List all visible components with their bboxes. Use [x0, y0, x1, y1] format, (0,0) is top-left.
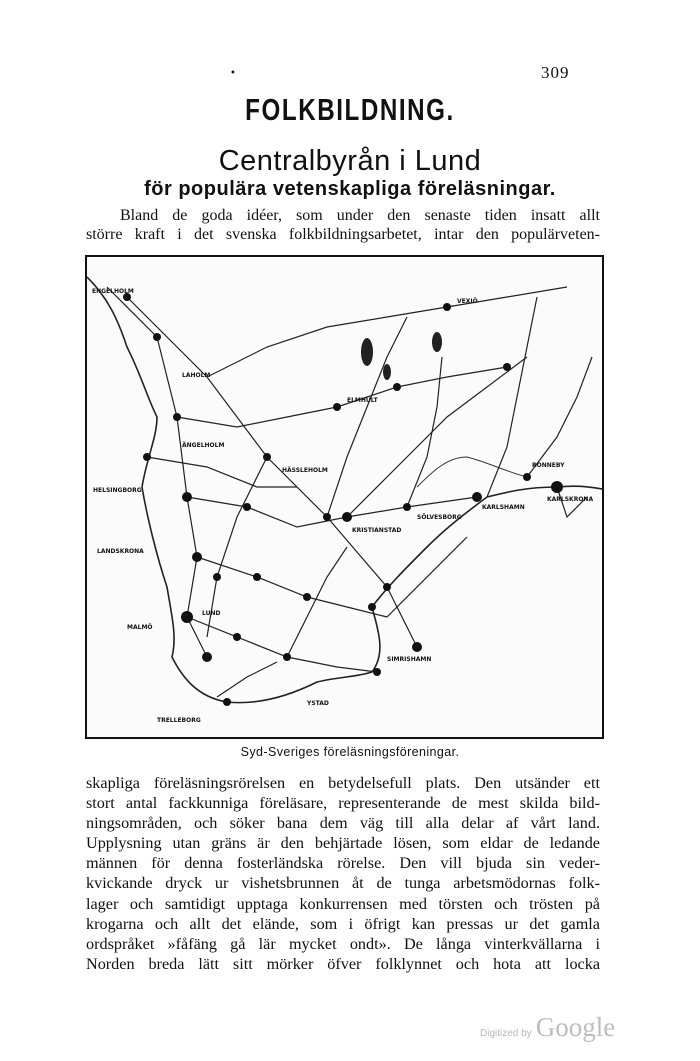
digitized-footer — [480, 1012, 615, 1043]
label-elmhult: ELMHULT — [347, 397, 378, 404]
label-landskrona: LANDSKRONA — [97, 548, 144, 555]
stray-dot: • — [230, 68, 236, 79]
bay-coast — [417, 457, 527, 487]
map-drawing — [87, 257, 602, 737]
label-solvesborg: SÖLVESBORG — [417, 514, 462, 521]
google-logo: Google — [535, 1012, 616, 1042]
railway-lines — [107, 287, 592, 697]
town-markers — [123, 293, 563, 706]
label-helsingborg: HELSINGBORG — [93, 487, 142, 494]
label-angelholm: ÄNGELHOLM — [182, 442, 225, 449]
label-karlshamn: KARLSHAMN — [482, 504, 525, 511]
page-number: 309 — [541, 63, 570, 82]
intro-line-1: Bland de goda idéer, som under den senaste tiden insatt allt — [120, 207, 600, 224]
body-line-4: Upplysning utan gräns är den behjärtade lösen, som eldar de ledande — [86, 834, 600, 853]
body-line-6: kvickande dryck ur vishetsbrunnen åt de tunga arbetsmödornas folk- — [86, 874, 600, 893]
sub-title: för populära vetenskapliga föreläsningar. — [144, 178, 556, 200]
map-caption: Syd-Sveriges föreläsningsföreningar. — [240, 745, 460, 759]
intro-line-2: större kraft i det svenska folkbildningsarbetet, intar den populärveten- — [86, 226, 600, 243]
coastline — [87, 277, 602, 703]
label-trelleborg: TRELLEBORG — [157, 717, 201, 724]
body-line-7: lager och samtidigt upptaga konkurrensen med törsten och trösten på — [86, 894, 600, 913]
label-ystad: YSTAD — [307, 700, 329, 707]
label-simrishamn: SIMRISHAMN — [387, 656, 432, 663]
lakes — [361, 332, 442, 380]
label-malmo: MALMÖ — [127, 624, 153, 631]
section-title: FOLKBILDNING. — [245, 92, 455, 127]
digitized-by-text: Digitized by — [480, 1028, 532, 1039]
body-line-3: ningsområden, och söker bana dem väg till alla delar af vårt land. — [86, 814, 600, 833]
body-line-1: skapliga föreläsningsrörelsen en betydelsefull plats. Den utsänder ett — [86, 774, 600, 792]
body-line-10: Norden breda lätt sitt mörker öfver folklynnet och hota att locka — [86, 954, 600, 973]
label-ronneby: RONNEBY — [532, 462, 565, 469]
railway-map — [85, 255, 604, 739]
label-engelholm: ENGELHOLM — [92, 288, 134, 295]
label-laholm: LAHOLM — [182, 372, 211, 379]
body-line-9: ordspråket »fåfäng gå lär mycket ondt». De långa vinterkvällarna i — [86, 934, 600, 953]
label-karlskrona: KARLSKRONA — [547, 496, 594, 503]
body-paragraph — [86, 773, 600, 974]
label-vexio: VEXIÖ — [457, 298, 478, 305]
place-labels — [92, 288, 593, 724]
body-line-2: stort antal fackkunniga föreläsare, representerande de mest skilda bild- — [86, 794, 600, 813]
main-title: Centralbyrån i Lund — [218, 145, 482, 177]
label-lund: LUND — [202, 610, 221, 617]
label-hassleholm: HÄSSLEHOLM — [282, 467, 328, 474]
body-line-8: krogarna och allt det elände, som i öfrigt kan pressas ur det gamla — [86, 914, 600, 933]
intro-paragraph — [86, 206, 600, 244]
body-line-5: männen för denna fosterländska rörelse. Den vill bjuda sin veder- — [86, 854, 600, 873]
label-kristianstad: KRISTIANSTAD — [352, 527, 402, 534]
